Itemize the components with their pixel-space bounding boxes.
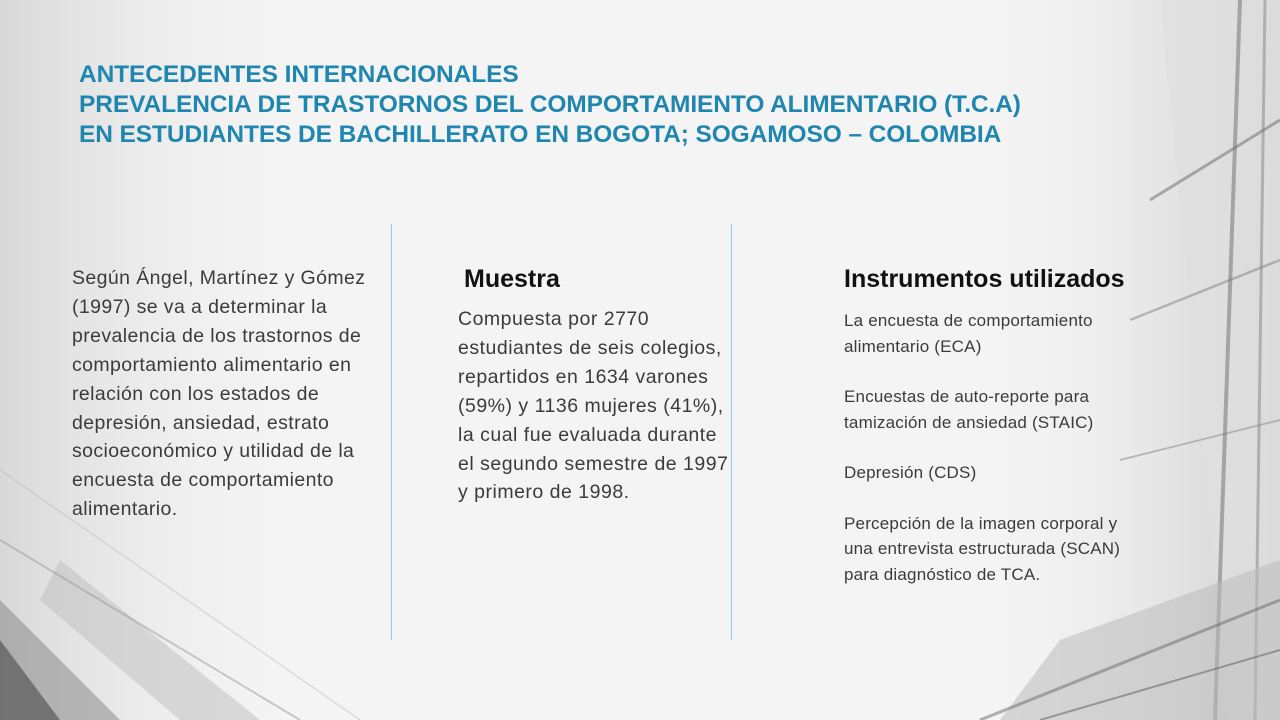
title-line-1: ANTECEDENTES INTERNACIONALES — [79, 61, 519, 88]
title-line-2: PREVALENCIA DE TRASTORNOS DEL COMPORTAMIENTO ALIMENTARIO (T.C.A) — [79, 91, 1021, 118]
list-item: La encuesta de comportamiento alimentario (ECA) — [844, 311, 1093, 356]
column-divider-left — [391, 224, 392, 640]
list-item: Percepción de la imagen corporal y una entrevista estructurada (SCAN) para diagnóstico de TCA. — [844, 513, 1121, 584]
slide-title — [79, 60, 1229, 150]
right-column — [844, 262, 1144, 612]
list-item: Depresión (CDS) — [844, 463, 977, 482]
muestra-heading: Muestra — [464, 265, 560, 293]
muestra-text: Compuesta por 2770 estudiantes de seis colegios, repartidos en 1634 varones (59%) y 1136 mujeres (41%), la cual fue evaluada durante el segundo semestre de 1997 y primero de 1998. — [458, 308, 729, 504]
instrumentos-heading: Instrumentos utilizados — [844, 265, 1125, 293]
left-column — [72, 264, 372, 524]
left-column-text: Según Ángel, Martínez y Gómez (1997) se va a determinar la prevalencia de los trastornos de comportamiento alimentario en relación con los estados de depresión, ansiedad, estrato socioeconómico y utilidad de la encuesta de comportamiento alimentario. — [72, 267, 366, 521]
instrumentos-list — [844, 308, 1144, 587]
middle-column — [458, 262, 738, 507]
list-item: Encuestas de auto-reporte para tamización de ansiedad (STAIC) — [844, 387, 1094, 432]
title-line-3: EN ESTUDIANTES DE BACHILLERATO EN BOGOTA; SOGAMOSO – COLOMBIA — [79, 121, 1002, 148]
